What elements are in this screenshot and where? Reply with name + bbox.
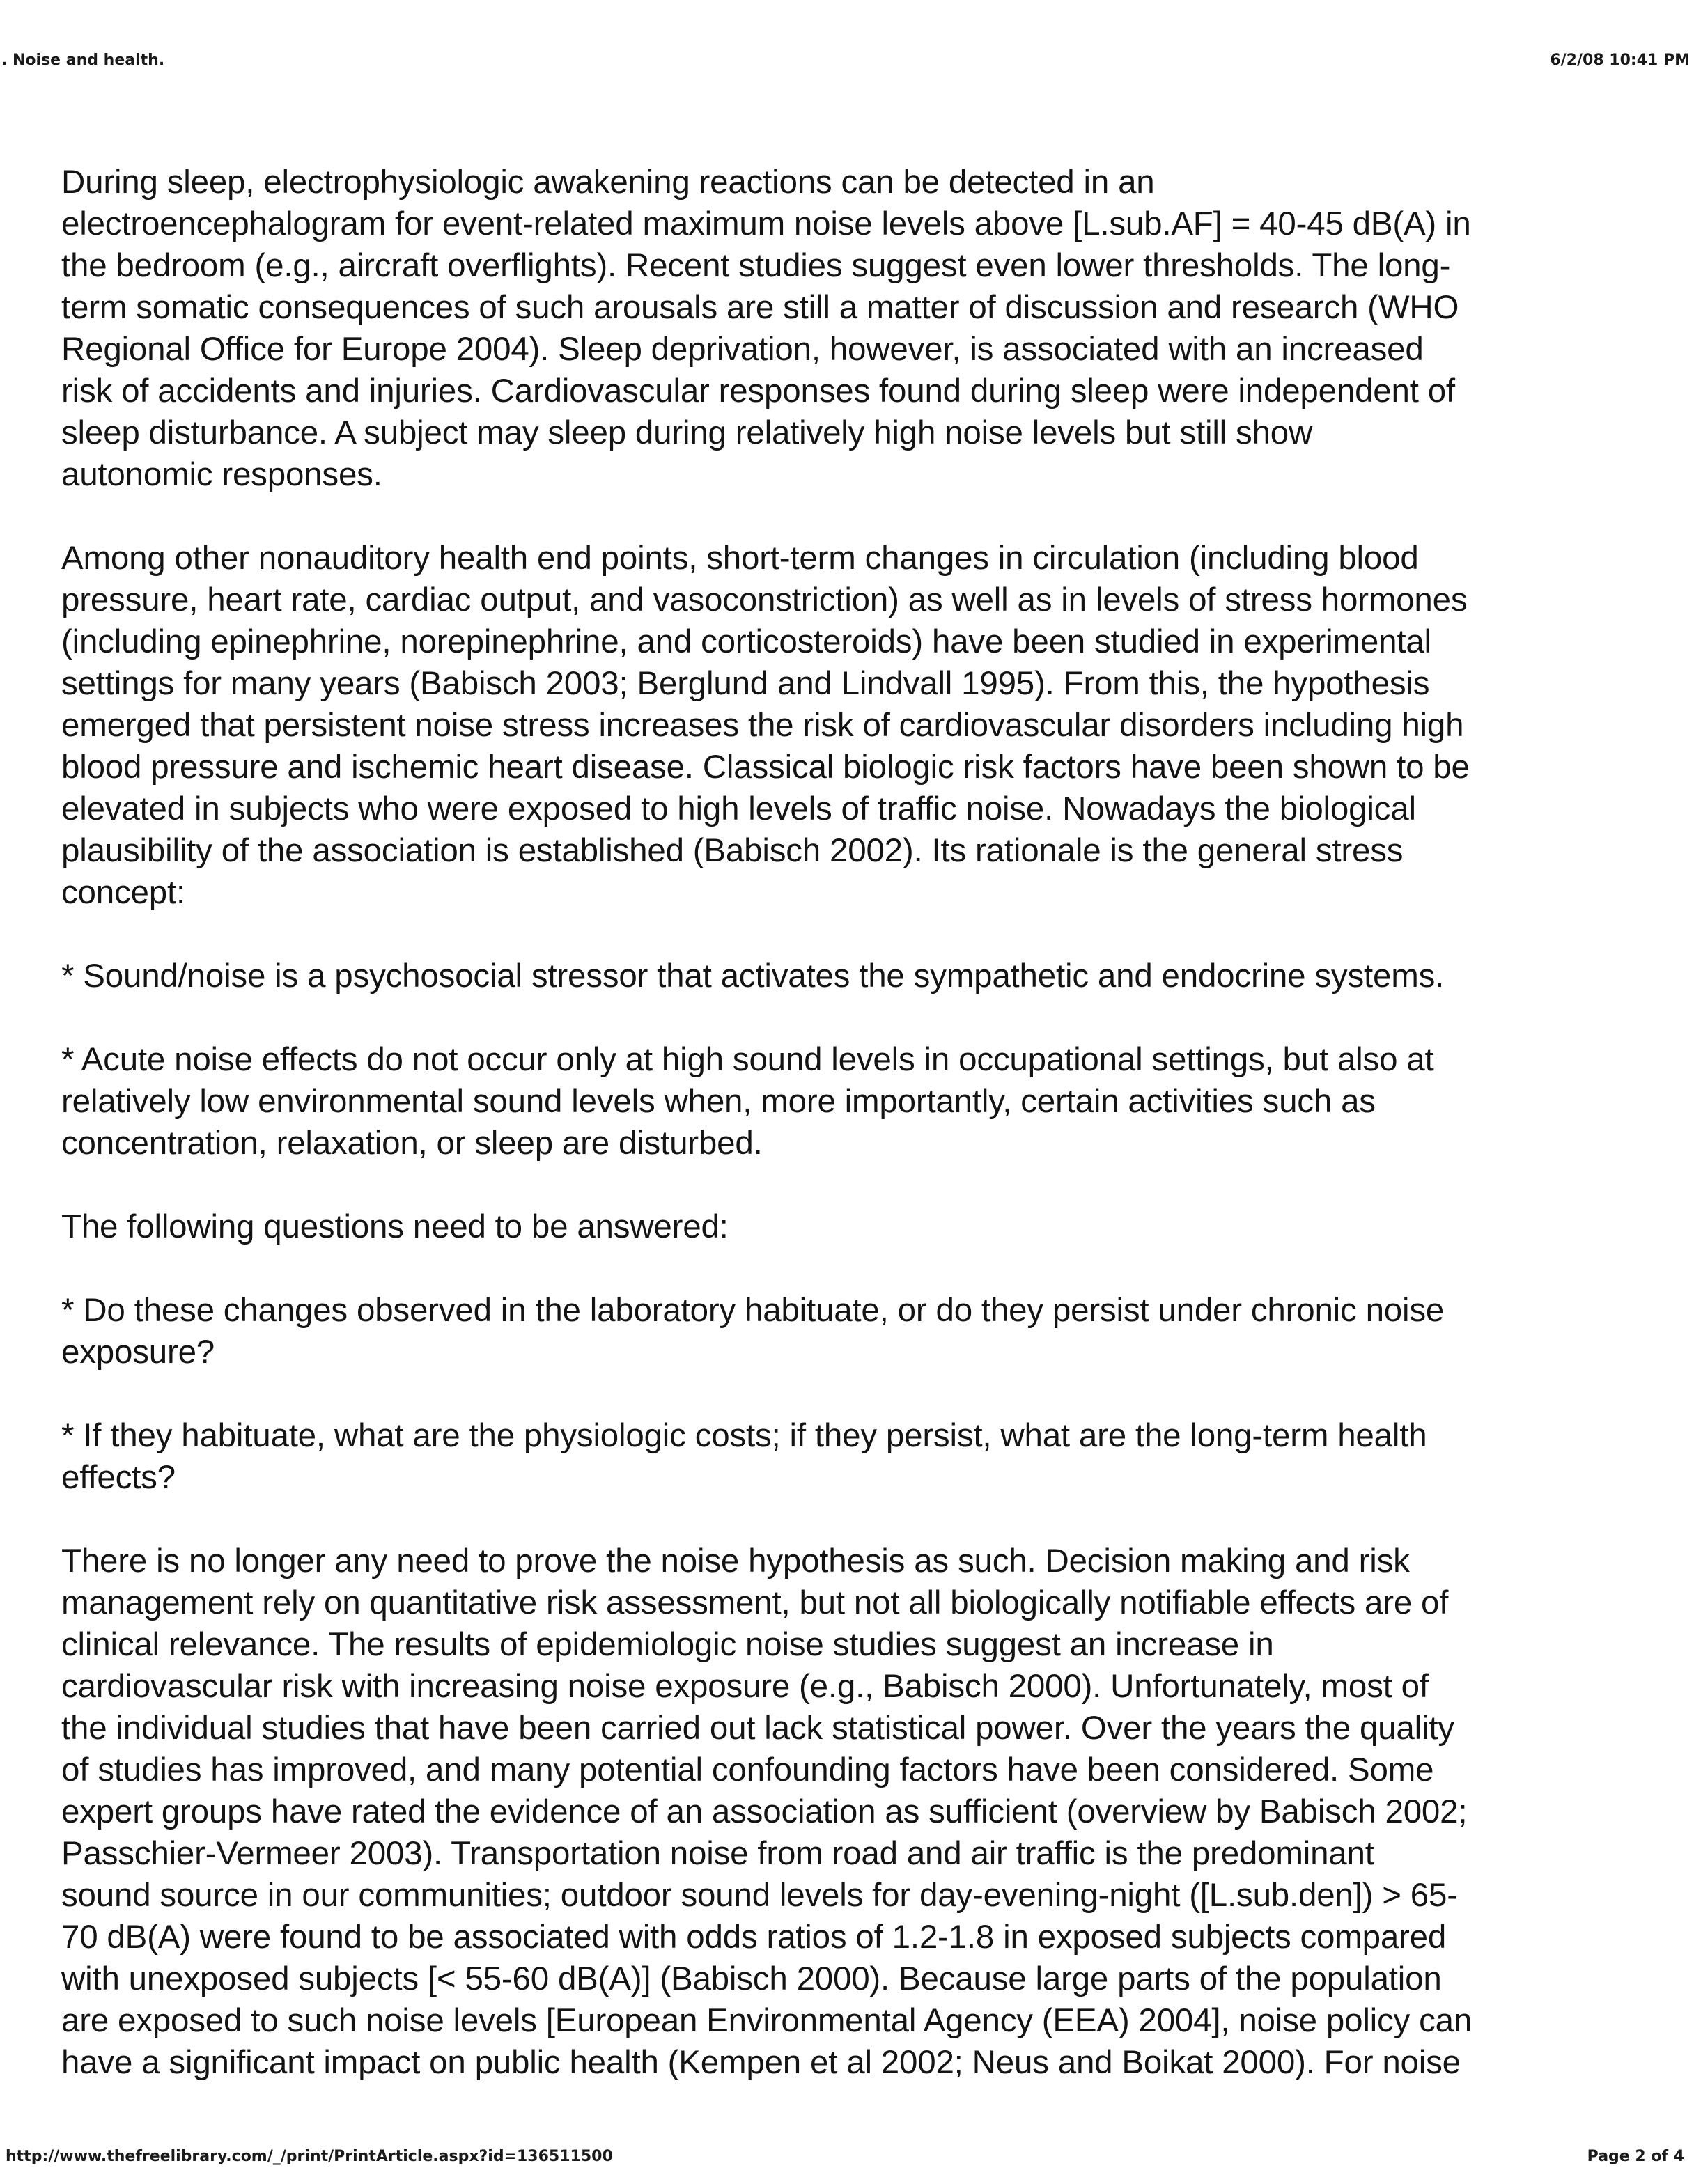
source-url: http://www.thefreelibrary.com/_/print/PrintArticle.aspx?id=136511500	[6, 2148, 613, 2165]
bullet-question-habituate: * Do these changes observed in the laboratory habituate, or do they persist under chronic noise exposure?	[61, 1292, 1445, 1371]
article-body	[61, 162, 1677, 2126]
bullet-question-costs: * If they habituate, what are the physiologic costs; if they persist, what are the long-term health effects?	[61, 1417, 1427, 1496]
page-number: Page 2 of 4	[1587, 2148, 1684, 2165]
paragraph-questions-intro: The following questions need to be answered:	[61, 1208, 729, 1245]
page-header	[0, 24, 1694, 69]
print-timestamp: 6/2/08 10:41 PM	[1550, 52, 1690, 69]
paragraph-sleep: During sleep, electrophysiologic awakening reactions can be detected in an electroencephalogram for event-related maximum noise levels above [L.sub.AF] = 40-45 dB(A) in the bedroom (e.g., aircraft overflights). Recent studies suggest even lower thresholds. The long- term somatic consequences of such arousals are still a matter of discussion and research (WHO Regional Office for Europe 2004). Sleep deprivation, however, is associated with an increased risk of accidents and injuries. Cardiovascular responses found during sleep were independent of sleep disturbance. A subject may sleep during relatively high noise levels but still show autonomic responses.	[61, 164, 1471, 493]
paragraph-nonauditory: Among other nonauditory health end points, short-term changes in circulation (including blood pressure, heart rate, cardiac output, and vasoconstriction) as well as in levels of stress hormones (including epinephrine, norepinephrine, and corticosteroids) have been studied in experimental settings for many years (Babisch 2003; Berglund and Lindvall 1995). From this, the hypothesis emerged that persistent noise stress increases the risk of cardiovascular disorders including high blood pressure and ischemic heart disease. Classical biologic risk factors have been shown to be elevated in subjects who were exposed to high levels of traffic noise. Nowadays the biological plausibility of the association is established (Babisch 2002). Its rationale is the general stress concept:	[61, 540, 1470, 911]
paragraph-risk-assessment: There is no longer any need to prove the noise hypothesis as such. Decision making and risk management rely on quantitative risk assessment, but not all biologically notifiable effects are of clinical relevance. The results of epidemiologic noise studies suggest an increase in cardiovascular risk with increasing noise exposure (e.g., Babisch 2000). Unfortunately, most of the individual studies that have been carried out lack statistical power. Over the years the quality of studies has improved, and many potential confounding factors have been considered. Some expert groups have rated the evidence of an association as sufficient (overview by Babisch 2002; Passchier-Vermeer 2003). Transportation noise from road and air traffic is the predominant sound source in our communities; outdoor sound levels for day-evening-night ([L.sub.den]) > 65- 70 dB(A) were found to be associated with odds ratios of 1.2-1.8 in exposed subjects compared with unexposed subjects [< 55-60 dB(A)] (Babisch 2000). Because large parts of the population are exposed to such noise levels [European Environmental Agency (EEA) 2004], noise policy can have a significant impact on public health (Kempen et al 2002; Neus and Boikat 2000). For noise	[61, 1543, 1472, 2081]
document-title: . Noise and health.	[1, 52, 165, 69]
bullet-stressor: * Sound/noise is a psychosocial stressor that activates the sympathetic and endocrine systems.	[61, 958, 1445, 994]
page-footer	[0, 2148, 1694, 2176]
bullet-acute-effects: * Acute noise effects do not occur only at high sound levels in occupational settings, but also at relatively low environmental sound levels when, more importantly, certain activities such as concentration, relaxation, or sleep are disturbed.	[61, 1041, 1434, 1162]
